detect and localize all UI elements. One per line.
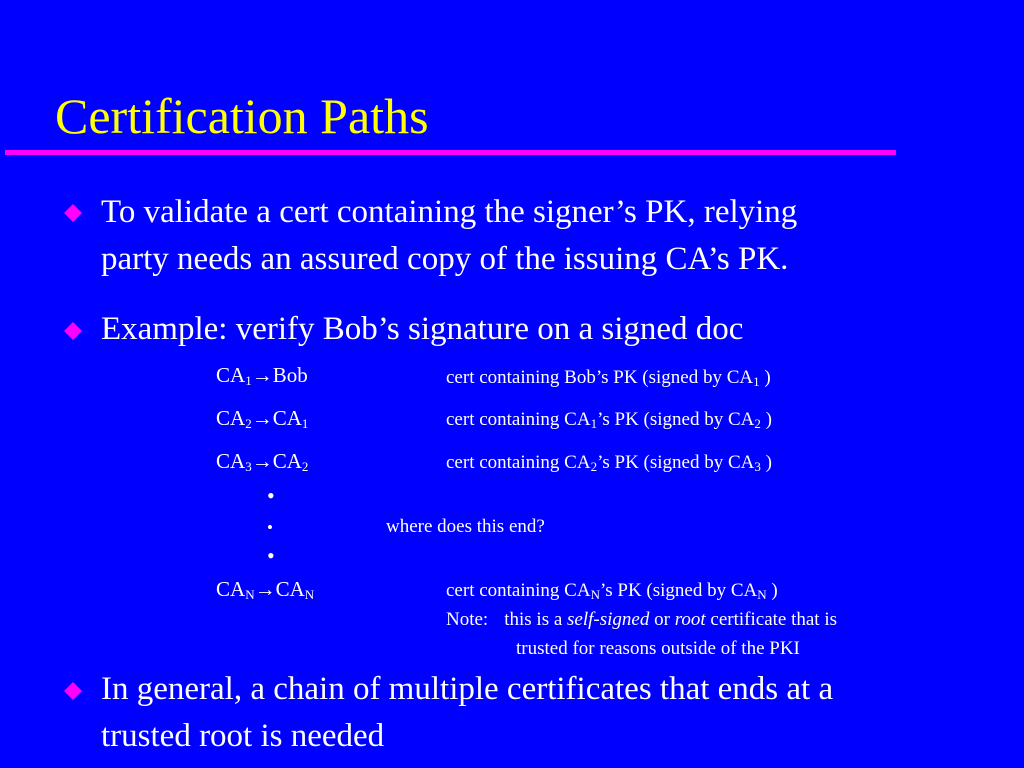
- chain-row-3-label: $CA_3\to CA_2$: [216, 449, 309, 474]
- diamond-bullet-icon: [64, 682, 82, 700]
- ellipsis-dot-3: •: [267, 543, 275, 568]
- chain-row-4-description: cert containing $CA_N’s$ PK (signed by $CA_N$ ): [446, 580, 778, 602]
- diamond-bullet-icon: [64, 204, 82, 222]
- chain-row-3-description: cert containing $CA_2’s$ PK (signed by $CA_3$ ): [446, 452, 772, 474]
- ellipsis-dot-2: •: [267, 518, 273, 537]
- diamond-bullet-icon: [64, 322, 82, 340]
- chain-question: where does this end?: [386, 516, 545, 537]
- root-cert-note: Note: this is a self-signed or root certificate that is: [446, 609, 838, 630]
- chain-row-2-label: $CA_2\to CA_1$: [216, 406, 309, 431]
- bullet-3-line-1: In general, a chain of multiple certificates that ends at a: [101, 671, 834, 707]
- chain-row-4-label: $CA_N\to CA_N$: [216, 577, 315, 602]
- chain-row-2-description: cert containing $CA_1’s$ PK (signed by $CA_2$ ): [446, 409, 772, 431]
- slide-title: Certification Paths: [55, 88, 429, 144]
- bullet-2-line-1: Example: verify Bob’s signature on a signed doc: [101, 311, 744, 347]
- bullet-1-line-1: To validate a cert containing the signer’s PK, relying: [101, 194, 798, 230]
- bullet-1-line-2: party needs an assured copy of the issuing CA’s PK.: [101, 241, 789, 277]
- title-underline: [5, 150, 896, 155]
- bullet-3-line-2: trusted root is needed: [101, 718, 385, 754]
- ellipsis-dot-1: •: [267, 483, 275, 508]
- root-cert-note-line-2: trusted for reasons outside of the PKI: [516, 638, 800, 659]
- chain-row-1-label: $CA_1\to Bob$: [216, 363, 308, 388]
- chain-row-1-description: cert containing Bob’s PK (signed by $CA_1$ ): [446, 367, 771, 389]
